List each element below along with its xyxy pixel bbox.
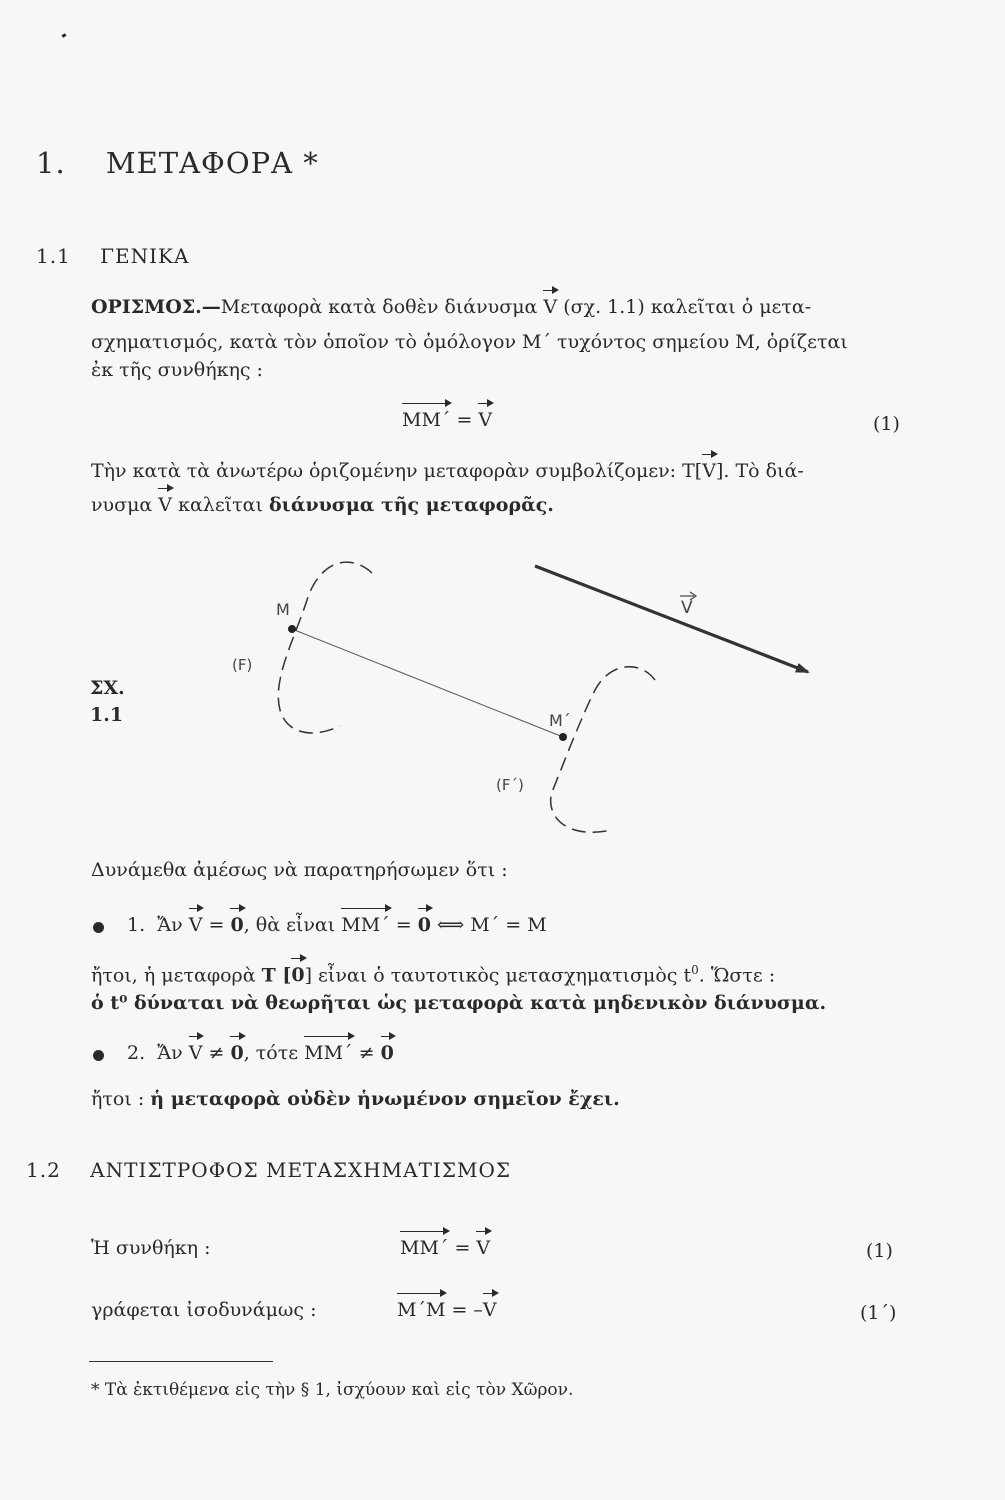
vector-v: V <box>702 460 716 482</box>
footnote-rule <box>89 1361 273 1362</box>
equation-1-tag: (1) <box>873 413 900 435</box>
item-1: 1. Ἄν V = 0, θὰ εἶναι ΜΜ΄ = 0 ⟺ Μ΄ = Μ <box>127 914 547 936</box>
vector-mm: ΜΜ΄ <box>341 914 390 936</box>
point-m <box>288 625 296 633</box>
subsection-number: 1.2 <box>26 1158 61 1182</box>
curve-f <box>278 562 372 733</box>
label-v: V <box>681 598 693 618</box>
vector-mm: ΜΜ΄ <box>402 409 451 431</box>
vector-v: V <box>482 1299 497 1321</box>
subsection-title: ΓΕΝΙΚΑ <box>100 244 190 268</box>
paragraph-4: ἤτοι : ἡ μεταφορὰ οὐδὲν ἡνωμένον σημεῖον ἔχει. <box>91 1088 620 1110</box>
label-f-prime: (F΄) <box>496 776 524 794</box>
equation-2-label: Ἡ συνθήκη : <box>91 1237 211 1259</box>
vector-zero: 0 <box>230 1042 244 1064</box>
vector-zero: 0 <box>380 1042 394 1064</box>
vector-v: V <box>543 296 558 318</box>
vector-zero: 0 <box>417 914 431 936</box>
subsection-title: ΑΝΤΙΣΤΡΟΦΟΣ ΜΕΤΑΣΧΗΜΑΤΙΣΜΟΣ <box>90 1158 511 1182</box>
equation-3: Μ΄Μ = –V <box>397 1299 497 1321</box>
figure-caption-label: ΣΧ. <box>90 677 125 699</box>
equation-3-tag: (1΄) <box>860 1302 897 1324</box>
vector-mm: ΜΜ΄ <box>304 1042 353 1064</box>
figure-caption-number: 1.1 <box>90 704 124 726</box>
paragraph-2: Δυνάμεθα ἀμέσως νὰ παρατηρήσωμεν ὅτι : <box>91 859 508 881</box>
point-m-prime <box>559 733 567 741</box>
curve-f-prime <box>551 667 655 833</box>
equation-2: ΜΜ΄ = V <box>400 1237 491 1259</box>
paragraph-1-line-1: Τὴν κατὰ τὰ ἀνωτέρω ὁριζομένην μεταφορὰν συμβολίζομεν: T[V]. Τὸ διά- <box>91 460 804 482</box>
definition-label: ΟΡΙΣΜΟΣ.— <box>91 296 221 318</box>
equation-3-label: γράφεται ἰσοδυνάμως : <box>91 1299 317 1321</box>
label-f: (F) <box>232 656 253 674</box>
segment-m-m-prime <box>292 629 563 737</box>
bullet-1 <box>93 922 104 933</box>
label-m-prime: Μ΄ <box>549 711 571 730</box>
vector-m-prime-m: Μ΄Μ <box>397 1299 446 1321</box>
vector-v: V <box>158 494 173 516</box>
bullet-2 <box>93 1050 104 1061</box>
paragraph-3-line-1: ἤτοι, ἡ μεταφορὰ T [0] εἶναι ὁ ταυτοτικὸς μετασχηματισμὸς $t^0$. Ὥστε : <box>91 963 776 987</box>
section-title: ΜΕΤΑΦΟΡΑ * <box>105 146 319 180</box>
footnote: * Τὰ ἐκτιθέμενα εἰς τὴν § 1, ἰσχύουν καὶ εἰς τὸν Χῶρον. <box>91 1380 574 1400</box>
definition-line-2: σχηματισμός, κατὰ τὸν ὁποῖον τὸ ὁμόλογον Μ΄ τυχόντος σημείου Μ, ὁρίζεται <box>91 331 848 353</box>
vector-v: V <box>188 1042 203 1064</box>
item-2: 2. Ἄν V ≠ 0, τότε ΜΜ΄ ≠ 0 <box>127 1042 394 1064</box>
vector-v: V <box>188 914 203 936</box>
paragraph-1-line-2: νυσμα V καλεῖται διάνυσμα τῆς μεταφορᾶς. <box>91 494 554 516</box>
label-m: Μ <box>276 600 290 619</box>
subsection-number: 1.1 <box>36 244 71 268</box>
equation-1: ΜΜ΄ = V <box>402 409 493 431</box>
vector-v: V <box>476 1237 491 1259</box>
equation-2-tag: (1) <box>866 1240 893 1262</box>
paragraph-3-line-2: ὁ t⁰ δύναται νὰ θεωρῆται ὡς μεταφορὰ κατὰ μηδενικὸν διάνυσμα. <box>91 992 827 1014</box>
vector-v-arrow <box>535 566 808 672</box>
section-number: 1. <box>36 146 66 180</box>
subsection-heading-2 <box>26 1158 511 1182</box>
definition-line-3: ἐκ τῆς συνθήκης : <box>91 359 263 381</box>
definition-line-1: ΟΡΙΣΜΟΣ.—Μεταφορὰ κατὰ δοθὲν διάνυσμα V (σχ. 1.1) καλεῖται ὁ μετα- <box>91 296 812 318</box>
vector-v: V <box>478 409 493 431</box>
vector-zero: 0 <box>291 964 305 987</box>
vector-zero: 0 <box>230 914 244 936</box>
vector-mm: ΜΜ΄ <box>400 1237 449 1259</box>
